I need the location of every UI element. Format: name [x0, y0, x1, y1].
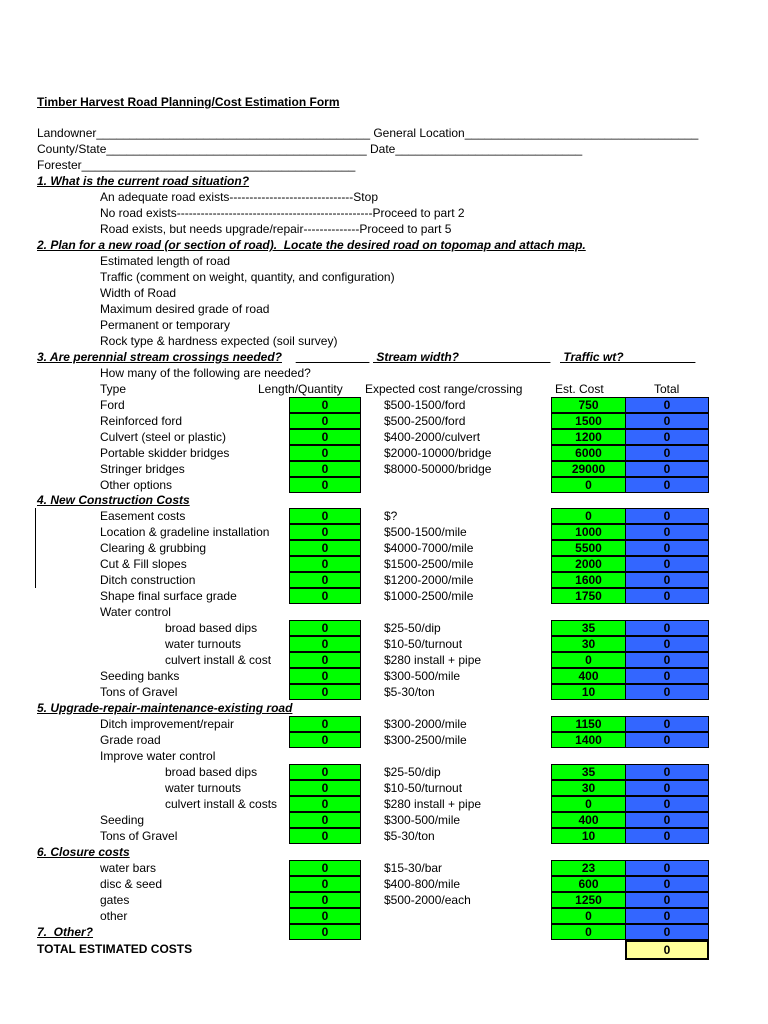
section-heading: 1. What is the current road situation? [37, 174, 250, 188]
est-cost-cell[interactable]: 6000 [551, 445, 626, 461]
cost-range: $400-800/mile [384, 877, 461, 891]
quantity-cell[interactable]: 0 [289, 668, 361, 684]
cost-range: $500-2000/each [384, 893, 471, 907]
est-cost-cell[interactable]: 1250 [551, 892, 626, 908]
est-cost-cell[interactable]: 29000 [551, 461, 626, 477]
total-cell[interactable]: 0 [625, 588, 709, 604]
row-label: other [100, 909, 128, 923]
total-cell[interactable]: 0 [625, 860, 709, 876]
total-cell[interactable]: 0 [625, 636, 709, 652]
cost-range: $8000-50000/bridge [384, 462, 492, 476]
quantity-cell[interactable]: 0 [289, 445, 361, 461]
question-text: How many of the following are needed? [100, 366, 311, 380]
quantity-cell[interactable]: 0 [289, 620, 361, 636]
est-cost-cell[interactable]: 0 [551, 796, 626, 812]
row-label: Clearing & grubbing [100, 541, 207, 555]
est-cost-cell[interactable]: 5500 [551, 540, 626, 556]
quantity-cell[interactable]: 0 [289, 508, 361, 524]
section-heading-part: Stream width? [373, 350, 460, 364]
total-cell[interactable]: 0 [625, 445, 709, 461]
column-header: Length/Quantity [258, 382, 343, 396]
row-label: broad based dips [165, 621, 258, 635]
est-cost-cell[interactable]: 0 [551, 652, 626, 668]
row-label: Seeding [100, 813, 145, 827]
total-cell[interactable]: 0 [625, 668, 709, 684]
est-cost-cell[interactable]: 600 [551, 876, 626, 892]
cost-range: $500-1500/mile [384, 525, 467, 539]
est-cost-cell[interactable]: 1150 [551, 716, 626, 732]
est-cost-cell[interactable]: 35 [551, 620, 626, 636]
est-cost-cell[interactable]: 1200 [551, 429, 626, 445]
cost-range: $10-50/turnout [384, 781, 463, 795]
est-cost-cell[interactable]: 400 [551, 812, 626, 828]
row-label: Tons of Gravel [100, 829, 178, 843]
est-cost-cell[interactable]: 750 [551, 397, 626, 413]
cost-range: $2000-10000/bridge [384, 446, 492, 460]
total-cell[interactable]: 0 [625, 764, 709, 780]
quantity-cell[interactable]: 0 [289, 540, 361, 556]
est-cost-cell[interactable]: 35 [551, 764, 626, 780]
total-cell[interactable]: 0 [625, 477, 709, 493]
quantity-cell[interactable]: 0 [289, 413, 361, 429]
quantity-cell[interactable]: 0 [289, 429, 361, 445]
cost-range: $300-2500/mile [384, 733, 467, 747]
cost-range: $5-30/ton [384, 685, 435, 699]
cost-range: $1000-2500/mile [384, 589, 474, 603]
quantity-cell[interactable]: 0 [289, 556, 361, 572]
plan-item: Permanent or temporary [100, 318, 231, 332]
quantity-cell[interactable]: 0 [289, 924, 361, 940]
row-label: water turnouts [165, 781, 242, 795]
total-cell[interactable]: 0 [625, 413, 709, 429]
total-cell[interactable]: 0 [625, 716, 709, 732]
row-label: Tons of Gravel [100, 685, 178, 699]
quantity-cell[interactable]: 0 [289, 524, 361, 540]
quantity-cell[interactable]: 0 [289, 636, 361, 652]
row-label: Portable skidder bridges [100, 446, 230, 460]
form-title: Timber Harvest Road Planning/Cost Estimation Form [37, 95, 340, 109]
row-label: culvert install & cost [165, 653, 272, 667]
plan-item: Width of Road [100, 286, 177, 300]
row-label: Easement costs [100, 509, 186, 523]
section-heading: 5. Upgrade-repair-maintenance-existing road [37, 701, 293, 715]
est-cost-cell[interactable]: 0 [551, 908, 626, 924]
section-heading-part: ___________ [296, 350, 370, 364]
header-field: Forester_________________________________________ [37, 158, 356, 172]
section-heading: 7. Other? [37, 925, 94, 939]
total-cell[interactable]: 0 [625, 924, 709, 940]
quantity-cell[interactable]: 0 [289, 892, 361, 908]
total-cell[interactable]: 0 [625, 796, 709, 812]
quantity-cell[interactable]: 0 [289, 652, 361, 668]
row-label: water bars [100, 861, 157, 875]
section-heading: 2. Plan for a new road (or section of road). Locate the desired road on topomap and attach map. [37, 238, 586, 252]
cost-range: $1500-2500/mile [384, 557, 474, 571]
subsection-label: Water control [100, 605, 171, 619]
row-label: broad based dips [165, 765, 258, 779]
quantity-cell[interactable]: 0 [289, 876, 361, 892]
cost-range: $500-1500/ford [384, 398, 466, 412]
est-cost-cell[interactable]: 1400 [551, 732, 626, 748]
est-cost-cell[interactable]: 0 [551, 508, 626, 524]
quantity-cell[interactable]: 0 [289, 684, 361, 700]
section-heading: 6. Closure costs [37, 845, 130, 859]
quantity-cell[interactable]: 0 [289, 461, 361, 477]
row-label: Ford [100, 398, 125, 412]
row-label: Reinforced ford [100, 414, 183, 428]
est-cost-cell[interactable]: 1000 [551, 524, 626, 540]
grand-total-label: TOTAL ESTIMATED COSTS [37, 942, 193, 956]
quantity-cell[interactable]: 0 [289, 572, 361, 588]
header-field: Landowner_________________________________________ General Location___________________________________ [37, 126, 699, 140]
row-label: Other options [100, 478, 173, 492]
row-label: Location & gradeline installation [100, 525, 270, 539]
section-heading-part: ______________ [457, 350, 551, 364]
cost-range: $25-50/dip [384, 765, 441, 779]
total-cell[interactable]: 0 [625, 572, 709, 588]
total-cell[interactable]: 0 [625, 684, 709, 700]
cost-range: $15-30/bar [384, 861, 443, 875]
section-heading-part: 3. Are perennial stream crossings needed? [37, 350, 282, 364]
section-heading-part: Traffic wt? [560, 350, 624, 364]
quantity-cell[interactable]: 0 [289, 477, 361, 493]
row-label: Shape final surface grade [100, 589, 237, 603]
subsection-label: Improve water control [100, 749, 216, 763]
cost-range: $500-2500/ford [384, 414, 466, 428]
header-field: County/State_______________________________________ Date____________________________ [37, 142, 583, 156]
total-cell[interactable]: 0 [625, 429, 709, 445]
cost-range: $300-500/mile [384, 813, 461, 827]
total-cell[interactable]: 0 [625, 556, 709, 572]
est-cost-cell[interactable]: 30 [551, 780, 626, 796]
total-cell[interactable]: 0 [625, 461, 709, 477]
plan-item: Rock type & hardness expected (soil survey) [100, 334, 338, 348]
row-label: Culvert (steel or plastic) [100, 430, 227, 444]
est-cost-cell[interactable]: 2000 [551, 556, 626, 572]
total-cell[interactable]: 0 [625, 397, 709, 413]
est-cost-cell[interactable]: 0 [551, 477, 626, 493]
total-cell[interactable]: 0 [625, 892, 709, 908]
total-cell[interactable]: 0 [625, 508, 709, 524]
row-label: Ditch construction [100, 573, 196, 587]
plan-item: Estimated length of road [100, 254, 231, 268]
est-cost-cell[interactable]: 10 [551, 828, 626, 844]
cost-range: $1200-2000/mile [384, 573, 474, 587]
column-header: Expected cost range/crossing [365, 382, 523, 396]
quantity-cell[interactable]: 0 [289, 732, 361, 748]
column-header: Est. Cost [555, 382, 604, 396]
cost-range: $300-500/mile [384, 669, 461, 683]
total-cell[interactable]: 0 [625, 652, 709, 668]
row-label: Cut & Fill slopes [100, 557, 187, 571]
grand-total-value[interactable]: 0 [625, 940, 709, 960]
row-label: Grade road [100, 733, 161, 747]
est-cost-cell[interactable]: 23 [551, 860, 626, 876]
row-label: culvert install & costs [165, 797, 278, 811]
margin-line [35, 508, 36, 588]
est-cost-cell[interactable]: 1750 [551, 588, 626, 604]
total-cell[interactable]: 0 [625, 780, 709, 796]
section-heading-part: ___________ [622, 350, 696, 364]
row-label: disc & seed [100, 877, 163, 891]
total-cell[interactable]: 0 [625, 828, 709, 844]
column-header: Type [100, 382, 127, 396]
quantity-cell[interactable]: 0 [289, 796, 361, 812]
row-label: Ditch improvement/repair [100, 717, 235, 731]
option-item: Road exists, but needs upgrade/repair--------------Proceed to part 5 [100, 222, 452, 236]
quantity-cell[interactable]: 0 [289, 397, 361, 413]
cost-range: $400-2000/culvert [384, 430, 481, 444]
cost-range: $280 install + pipe [384, 797, 482, 811]
total-cell[interactable]: 0 [625, 812, 709, 828]
est-cost-cell[interactable]: 1500 [551, 413, 626, 429]
total-cell[interactable]: 0 [625, 908, 709, 924]
column-header: Total [654, 382, 680, 396]
option-item: No road exists-------------------------------------------------Proceed to part 2 [100, 206, 465, 220]
est-cost-cell[interactable]: 10 [551, 684, 626, 700]
est-cost-cell[interactable]: 1600 [551, 572, 626, 588]
cost-range: $10-50/turnout [384, 637, 463, 651]
plan-item: Traffic (comment on weight, quantity, and configuration) [100, 270, 395, 284]
quantity-cell[interactable]: 0 [289, 780, 361, 796]
cost-range: $4000-7000/mile [384, 541, 474, 555]
quantity-cell[interactable]: 0 [289, 716, 361, 732]
cost-range: $25-50/dip [384, 621, 441, 635]
row-label: Seeding banks [100, 669, 180, 683]
total-cell[interactable]: 0 [625, 876, 709, 892]
option-item: An adequate road exists-------------------------------Stop [100, 190, 378, 204]
quantity-cell[interactable]: 0 [289, 908, 361, 924]
row-label: gates [100, 893, 130, 907]
total-cell[interactable]: 0 [625, 524, 709, 540]
cost-range: $? [384, 509, 398, 523]
cost-range: $280 install + pipe [384, 653, 482, 667]
est-cost-cell[interactable]: 0 [551, 924, 626, 940]
quantity-cell[interactable]: 0 [289, 828, 361, 844]
row-label: water turnouts [165, 637, 242, 651]
cost-range: $300-2000/mile [384, 717, 467, 731]
total-cell[interactable]: 0 [625, 540, 709, 556]
quantity-cell[interactable]: 0 [289, 588, 361, 604]
total-cell[interactable]: 0 [625, 732, 709, 748]
total-cell[interactable]: 0 [625, 620, 709, 636]
row-label: Stringer bridges [100, 462, 185, 476]
quantity-cell[interactable]: 0 [289, 764, 361, 780]
quantity-cell[interactable]: 0 [289, 812, 361, 828]
quantity-cell[interactable]: 0 [289, 860, 361, 876]
est-cost-cell[interactable]: 30 [551, 636, 626, 652]
plan-item: Maximum desired grade of road [100, 302, 270, 316]
est-cost-cell[interactable]: 400 [551, 668, 626, 684]
cost-range: $5-30/ton [384, 829, 435, 843]
section-heading: 4. New Construction Costs [37, 493, 190, 507]
